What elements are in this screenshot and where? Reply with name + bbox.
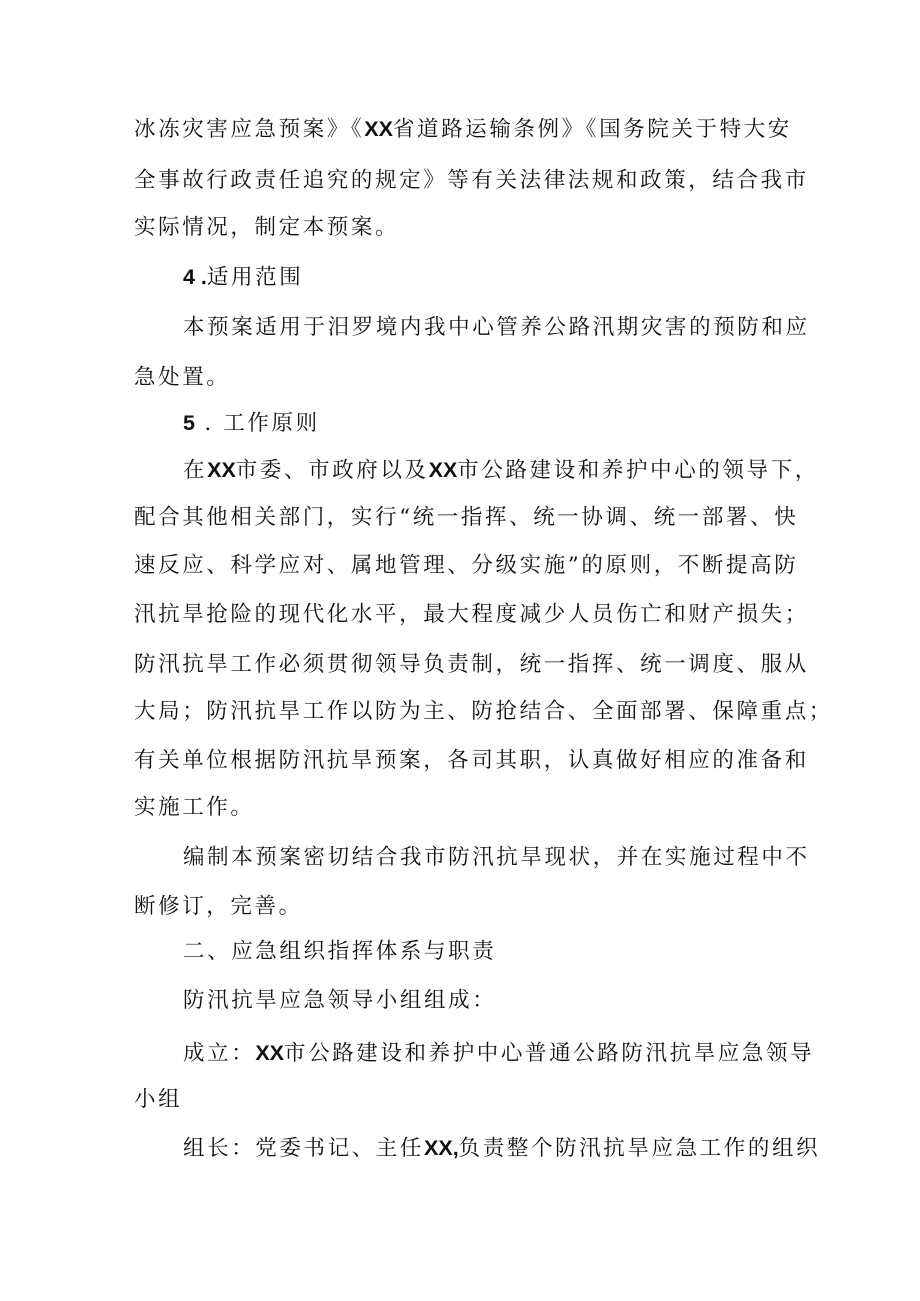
text-line: 实施工作。 (134, 795, 255, 820)
text-line: 配合其他相关部门，实行“统一指挥、统一协调、统一部署、快 (134, 505, 799, 530)
text-line: 成立：XX市公路建设和养护中心普通公路防汛抗旱应急领导 (183, 1041, 815, 1066)
text-line: 实际情况，制定本预案。 (134, 215, 400, 240)
text-line: 防汛抗旱工作必须贯彻领导负责制，统一指挥、统一调度、服从 (134, 652, 809, 677)
section-heading: 4 .适用范围 (183, 265, 304, 290)
text-line: 小组 (134, 1087, 183, 1112)
text-line: 速反应、科学应对、属地管理、分级实施”的原则，不断提高防 (134, 553, 799, 578)
text-line: 防汛抗旱应急领导小组组成： (183, 988, 497, 1013)
section-heading: 二、应急组织指挥体系与职责 (183, 939, 497, 964)
text-line: 组长：党委书记、主任XX,负责整个防汛抗旱应急工作的组织 (183, 1136, 821, 1161)
text-line: 断修订，完善。 (134, 894, 303, 919)
text-line: 在XX市委、市政府以及XX市公路建设和养护中心的领导下， (183, 458, 819, 483)
text-line: 急处置。 (134, 365, 231, 390)
text-line: 有关单位根据防汛抗旱预案，各司其职，认真做好相应的准备和 (134, 748, 809, 773)
text-line: 本预案适用于汨罗境内我中心管养公路汛期灾害的预防和应 (183, 315, 810, 340)
section-heading: 5 . 工作原则 (183, 411, 320, 436)
text-line: 汛抗旱抢险的现代化水平，最大程度减少人员伤亡和财产损失； (134, 602, 809, 627)
text-line: 大局；防汛抗旱工作以防为主、防抢结合、全面部署、保障重点； (134, 699, 833, 724)
text-line: 编制本预案密切结合我市防汛抗旱现状，并在实施过程中不 (183, 845, 810, 870)
text-line: 冰冻灾害应急预案》《XX省道路运输条例》《国务院关于特大安 (134, 117, 792, 142)
text-line: 全事故行政责任追究的规定》等有关法律法规和政策，结合我市 (134, 168, 809, 193)
